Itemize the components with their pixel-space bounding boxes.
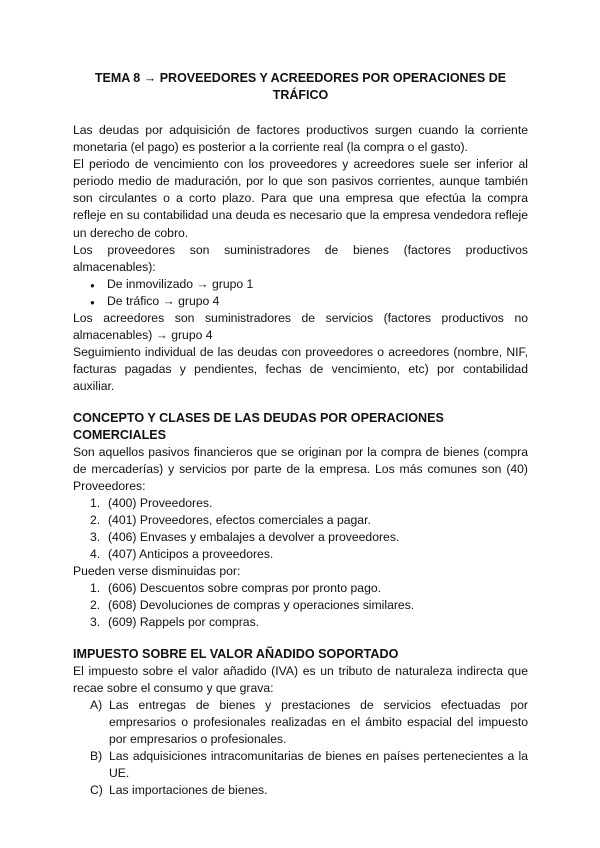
list-item [73,580,528,597]
list-number: 1. [90,495,101,510]
document-page [73,70,528,799]
list-text: Las importaciones de bienes. [109,783,268,798]
list-item [73,614,528,631]
accounts-list [73,495,528,563]
list-letter: C) [90,783,103,798]
list-item [73,782,528,799]
list-item [73,512,528,529]
list-text: (407) Anticipos a proveedores. [108,547,274,562]
section3-paragraph-1: El impuesto sobre el valor añadido (IVA) es un tributo de naturaleza indirecta que recae sobre el consumo y que grava: [73,663,528,695]
list-number: 4. [90,547,101,562]
list-letter: A) [90,697,103,712]
list-text: (608) Devoluciones de compras y operaciones similares. [108,598,415,613]
list-item: ● De inmovilizado → grupo 1 [73,276,528,293]
list-letter: B) [90,749,103,763]
intro-paragraph-3: Los proveedores son suministradores de bienes (factores productivos almacenables): [73,242,528,274]
list-item [73,697,528,748]
list-item [73,597,528,614]
list-text: (606) Descuentos sobre compras por pronto pago. [108,581,382,596]
list-item [73,495,528,512]
intro-paragraph-4: Los acreedores son suministradores de servicios (factores productivos no almacenables) → grupo 4 [73,311,528,343]
proveedores-bullet-list [73,276,528,310]
list-text: (401) Proveedores, efectos comerciales a pagar. [108,512,371,527]
list-text: (609) Rappels por compras. [108,615,260,630]
section-heading-iva: IMPUESTO SOBRE EL VALOR AÑADIDO SOPORTADO [73,646,399,661]
iva-list [73,697,528,800]
list-item [73,748,528,782]
intro-paragraph-1: Las deudas por adquisición de factores productivos surgen cuando la corriente monetaria (el pago) es posterior a la corriente real (la compra o el gasto). [73,123,528,155]
list-number: 1. [90,581,101,596]
list-number: 2. [90,512,101,527]
list-item [73,546,528,563]
intro-paragraph-2: El periodo de vencimiento con los proveedores y acreedores suele ser inferior al periodo medio de maduración, por lo que son pasivos corrientes, aunque también son circulantes o a corto plazo. Para que una empresa que efectúa la compra refleje en su contabilidad una deuda es necesario que la empresa vendedora refleje un derecho de cobro. [73,157,528,240]
list-number: 2. [90,598,101,613]
list-item: ● De tráfico → grupo 4 [73,293,528,310]
list-number: 3. [90,615,101,630]
list-number: 3. [90,529,101,544]
intro-paragraph-5: Seguimiento individual de las deudas con proveedores o acreedores (nombre, NIF, facturas pagadas y pendientes, fechas de vencimiento, etc) por contabilidad auxiliar. [73,345,528,394]
list-text: (406) Envases y embalajes a devolver a proveedores. [108,529,400,544]
list-item [73,529,528,546]
list-text: (400) Proveedores. [108,495,213,510]
page-title: TEMA 8 → PROVEEDORES Y ACREEDORES POR OPERACIONES DE TRÁFICO [94,71,507,102]
list-text: Las adquisiciones intracomunitarias de bienes en países pertenecientes a la UE. [109,749,528,781]
section-heading-concepto: CONCEPTO Y CLASES DE LAS DEUDAS POR OPERACIONES COMERCIALES [73,410,444,442]
reductions-list [73,580,528,631]
list-text: Las entregas de bienes y prestaciones de servicios efectuadas por empresarios o profesionales realizadas en el ámbito espacial del impuesto por empresarios o profesionales. [109,697,528,746]
section2-paragraph-1: Son aquellos pasivos financieros que se originan por la compra de bienes (compra de mercaderías) y servicios por parte de la empresa. Los más comunes son (40) Proveedores: [73,444,528,493]
section2-paragraph-2: Pueden verse disminuidas por: [73,564,241,579]
